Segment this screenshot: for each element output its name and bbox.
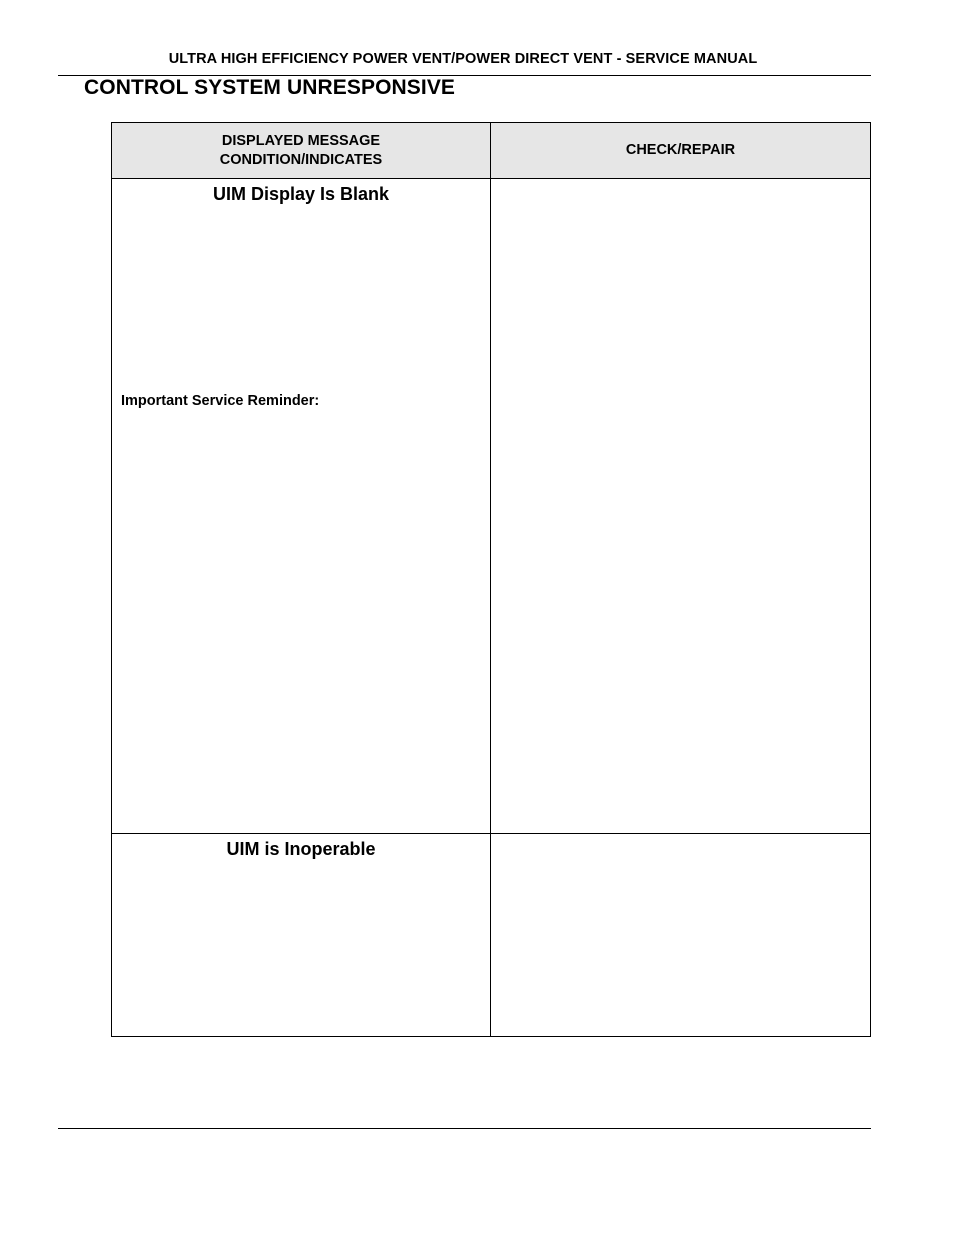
check-repair-cell — [491, 179, 871, 834]
column-header-condition-line1: DISPLAYED MESSAGE — [221, 132, 381, 149]
column-header-check-repair: CHECK/REPAIR — [491, 123, 871, 179]
service-reminder-label: Important Service Reminder: — [121, 393, 320, 409]
table-header-row — [112, 123, 871, 179]
table-row — [112, 834, 871, 1037]
table-row — [112, 179, 871, 834]
condition-title: UIM is Inoperable — [226, 839, 376, 859]
running-header: ULTRA HIGH EFFICIENCY POWER VENT/POWER DIRECT VENT - SERVICE MANUAL — [168, 51, 758, 67]
check-repair-cell — [491, 834, 871, 1037]
column-header-condition-line2: CONDITION/INDICATES — [219, 151, 383, 168]
column-header-condition — [112, 123, 491, 179]
condition-title: UIM Display Is Blank — [212, 184, 390, 204]
troubleshooting-table — [111, 122, 871, 1037]
footer-rule — [58, 1128, 871, 1129]
section-title: CONTROL SYSTEM UNRESPONSIVE — [84, 76, 456, 99]
condition-cell — [112, 834, 491, 1037]
condition-cell — [112, 179, 491, 834]
